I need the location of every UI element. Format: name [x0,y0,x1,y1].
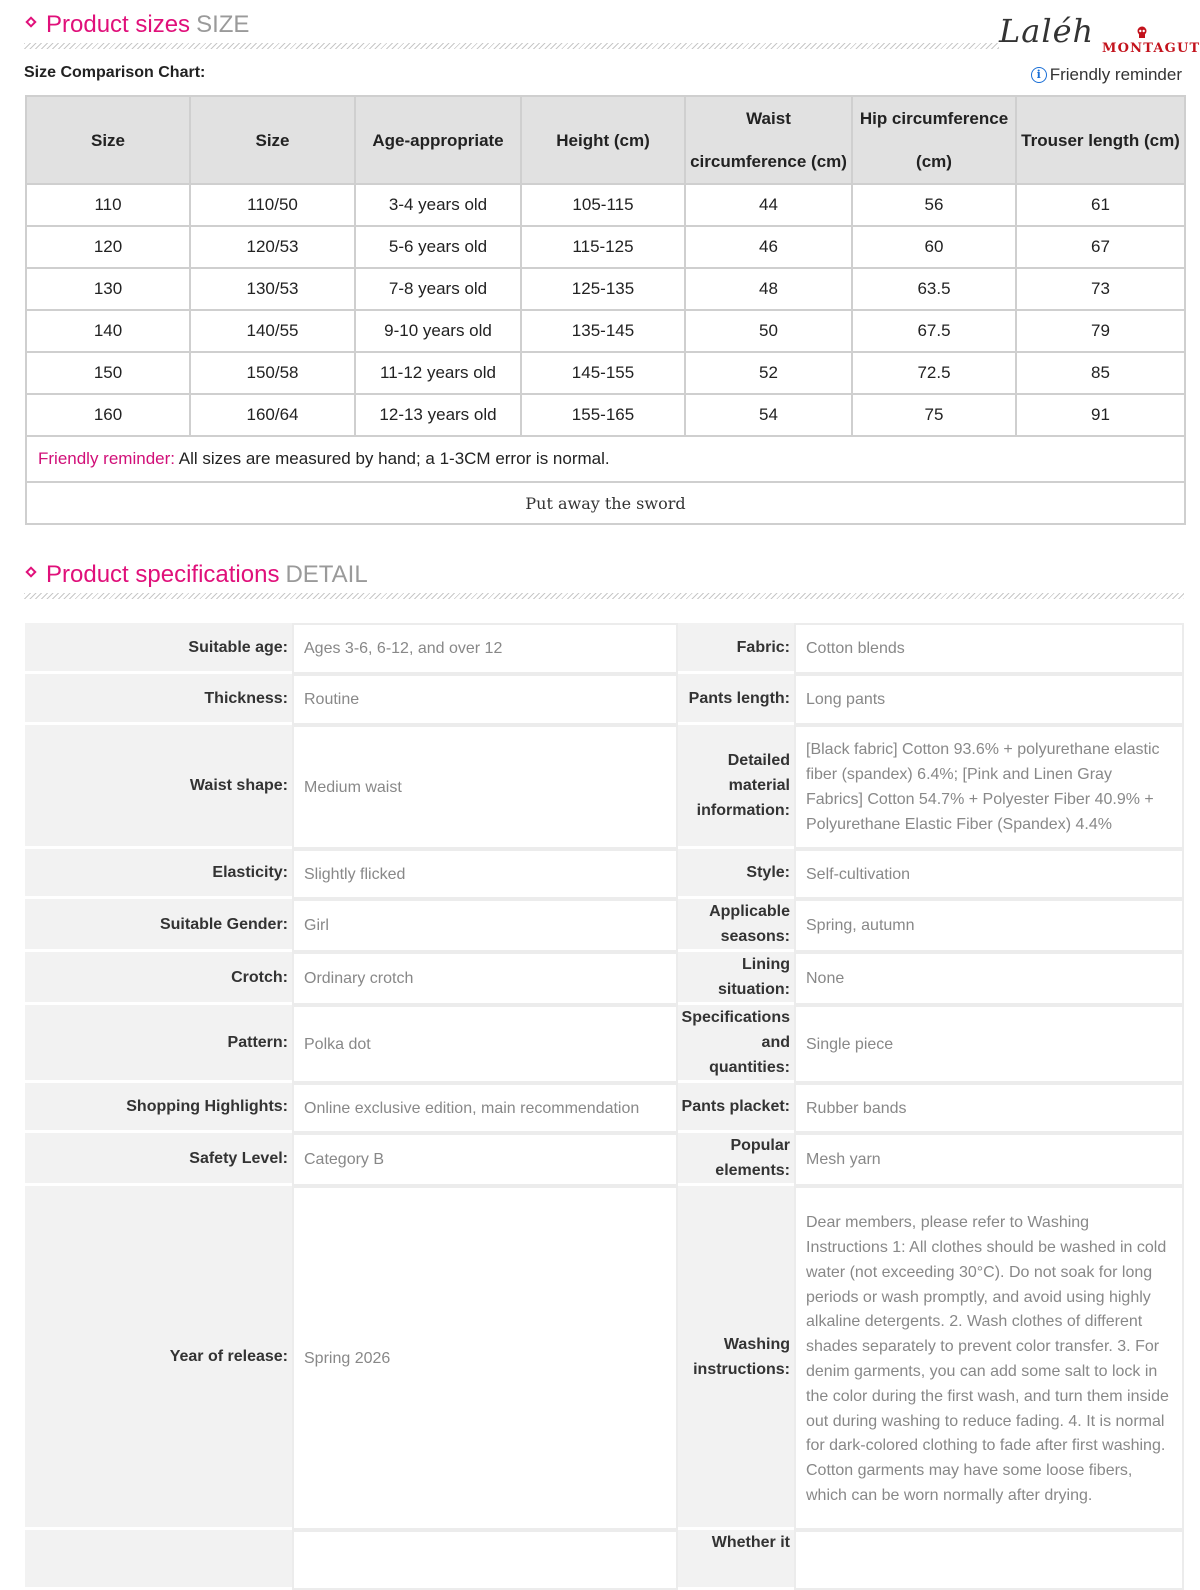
cell: 110 [26,184,190,226]
size-footer: Put away the sword [26,482,1185,524]
diamond-bullet-icon [25,16,36,27]
cell: 44 [685,184,852,226]
section-divider [24,593,1184,599]
spec-key: Suitable age: [25,623,292,674]
cell: 7-8 years old [355,268,521,310]
spec-row [25,1133,1184,1186]
spec-value: Girl [292,899,678,952]
spec-value: Spring, autumn [794,899,1184,952]
cell: 150 [26,352,190,394]
cell: 125-135 [521,268,685,310]
spec-row [25,952,1184,1005]
spec-key: Crotch: [25,952,292,1005]
cell: 85 [1016,352,1185,394]
spec-value: Slightly flicked [292,849,678,899]
cell: 52 [685,352,852,394]
spec-value: Cotton blends [794,623,1184,674]
spec-row [25,1186,1184,1530]
spec-key: Style: [678,849,794,899]
cell: 160 [26,394,190,436]
table-row [26,352,1185,394]
size-note-label: Friendly reminder: [38,449,175,468]
cell: 9-10 years old [355,310,521,352]
spec-value: Category B [292,1133,678,1186]
spec-value: Polka dot [292,1005,678,1083]
cell: 54 [685,394,852,436]
header-size-alt: Size [190,96,355,184]
spec-key: Pants placket: [678,1083,794,1133]
spec-value: [Black fabric] Cotton 93.6% + polyurethane elastic fiber (spandex) 6.4%; [Pink and Linen Gray Fabrics] Cotton 54.7% + Polyester Fiber 40.9% + Polyurethane Elastic Fiber (Spandex) 4.4% [794,725,1184,849]
header-height: Height (cm) [521,96,685,184]
table-row [26,394,1185,436]
spec-value: Ordinary crotch [292,952,678,1005]
cell: 155-165 [521,394,685,436]
skull-icon [1135,26,1149,40]
cell: 160/64 [190,394,355,436]
size-note-row [26,436,1185,482]
header-waist: Waist circumference (cm) [685,96,852,184]
cell: 110/50 [190,184,355,226]
table-row [26,226,1185,268]
spec-value: Medium waist [292,725,678,849]
size-chart-label: Size Comparison Chart: [24,64,206,81]
spec-value [292,1530,678,1590]
spec-value: Spring 2026 [292,1186,678,1530]
spec-value [794,1530,1184,1590]
sizes-section-title: Product sizes SIZE [46,11,250,38]
spec-value: Dear members, please refer to Washing Instructions 1: All clothes should be washed in cold water (not exceeding 30°C). Do not soak for long periods or wash promptly, and avoid using highly alkaline detergents. 2. Wash clothes of different shades separately to prevent color transfer. 3. For denim garments, you can add some salt to lock in the color during the first wash, and turn them inside out during washing to reduce fading. 4. It is normal for dark-colored clothing to fade after first washing. Cotton garments may have some loose fibers, which can be worn normally after drying. [794,1186,1184,1530]
table-row [26,184,1185,226]
cell: 115-125 [521,226,685,268]
cell: 67 [1016,226,1185,268]
spec-row [25,849,1184,899]
cell: 50 [685,310,852,352]
spec-value: Long pants [794,674,1184,725]
header-trouser-length: Trouser length (cm) [1016,96,1185,184]
info-icon: i [1031,67,1047,83]
spec-key: Shopping Highlights: [25,1083,292,1133]
cell: 150/58 [190,352,355,394]
spec-key: Waist shape: [25,725,292,849]
spec-key: Safety Level: [25,1133,292,1186]
spec-key: Fabric: [678,623,794,674]
spec-row [25,1530,1184,1590]
spec-section-title: Product specifications DETAIL [46,561,368,588]
cell: 140/55 [190,310,355,352]
cell: 120/53 [190,226,355,268]
cell: 120 [26,226,190,268]
size-comparison-table [25,95,1186,525]
spec-key: Whether it [678,1530,794,1590]
spec-value: Online exclusive edition, main recommendation [292,1083,678,1133]
spec-key: Pattern: [25,1005,292,1083]
spec-value: Routine [292,674,678,725]
spec-row [25,674,1184,725]
cell: 140 [26,310,190,352]
cell: 61 [1016,184,1185,226]
spec-key: Detailed material information: [678,725,794,849]
cell: 56 [852,184,1016,226]
size-note [26,436,1185,482]
cell: 73 [1016,268,1185,310]
spec-row [25,1083,1184,1133]
spec-key: Elasticity: [25,849,292,899]
spec-key: Washing instructions: [678,1186,794,1530]
cell: 91 [1016,394,1185,436]
spec-row [25,725,1184,849]
size-note-text: All sizes are measured by hand; a 1-3CM error is normal. [175,449,610,468]
friendly-reminder-link[interactable]: i Friendly reminder [1031,65,1182,85]
cell: 135-145 [521,310,685,352]
cell: 11-12 years old [355,352,521,394]
section-divider [24,43,999,49]
spec-row [25,1005,1184,1083]
cell: 60 [852,226,1016,268]
table-row [26,268,1185,310]
cell: 5-6 years old [355,226,521,268]
cell: 48 [685,268,852,310]
brand-logo: Laléh MONTAGUT [999,12,1200,56]
spec-key: Suitable Gender: [25,899,292,952]
product-specifications-table [25,623,1184,1590]
table-row [26,310,1185,352]
spec-key: Applicable seasons: [678,899,794,952]
spec-value: Single piece [794,1005,1184,1083]
cell: 130 [26,268,190,310]
size-footer-row [26,482,1185,524]
cell: 105-115 [521,184,685,226]
diamond-bullet-icon [25,566,36,577]
cell: 3-4 years old [355,184,521,226]
header-age: Age-appropriate [355,96,521,184]
spec-value: Self-cultivation [794,849,1184,899]
spec-row [25,623,1184,674]
cell: 46 [685,226,852,268]
spec-key [25,1530,292,1590]
spec-key: Specifications and quantities: [678,1005,794,1083]
spec-key: Pants length: [678,674,794,725]
cell: 63.5 [852,268,1016,310]
spec-value: Rubber bands [794,1083,1184,1133]
cell: 67.5 [852,310,1016,352]
spec-key: Thickness: [25,674,292,725]
cell: 79 [1016,310,1185,352]
table-header-row [26,96,1185,184]
spec-key: Year of release: [25,1186,292,1530]
spec-key: Popular elements: [678,1133,794,1186]
header-size: Size [26,96,190,184]
header-hip: Hip circumference (cm) [852,96,1016,184]
spec-key: Lining situation: [678,952,794,1005]
cell: 130/53 [190,268,355,310]
cell: 72.5 [852,352,1016,394]
cell: 75 [852,394,1016,436]
cell: 145-155 [521,352,685,394]
spec-value: None [794,952,1184,1005]
spec-value: Mesh yarn [794,1133,1184,1186]
cell: 12-13 years old [355,394,521,436]
spec-value: Ages 3-6, 6-12, and over 12 [292,623,678,674]
spec-row [25,899,1184,952]
